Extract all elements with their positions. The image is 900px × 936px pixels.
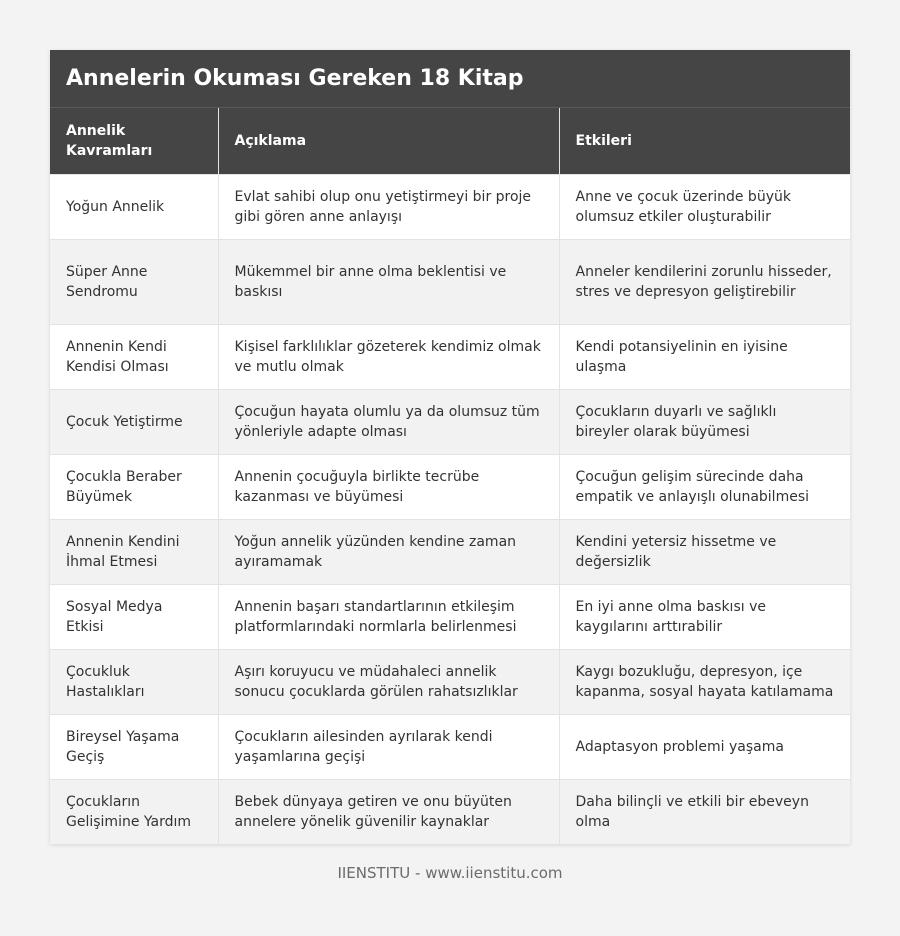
cell-concept: Süper Anne Sendromu xyxy=(50,239,218,324)
header-description: Açıklama xyxy=(218,108,559,174)
cell-effects: Çocukların duyarlı ve sağlıklı bireyler olarak büyümesi xyxy=(559,389,850,454)
cell-description: Yoğun annelik yüzünden kendine zaman ayıramamak xyxy=(218,519,559,584)
cell-description: Kişisel farklılıklar gözeterek kendimiz olmak ve mutlu olmak xyxy=(218,324,559,389)
cell-concept: Çocukların Gelişimine Yardım xyxy=(50,779,218,844)
cell-concept: Yoğun Annelik xyxy=(50,174,218,239)
cell-effects: Kendi potansiyelinin en iyisine ulaşma xyxy=(559,324,850,389)
cell-concept: Bireysel Yaşama Geçiş xyxy=(50,714,218,779)
cell-concept: Çocukluk Hastalıkları xyxy=(50,649,218,714)
cell-effects: Daha bilinçli ve etkili bir ebeveyn olma xyxy=(559,779,850,844)
table-row xyxy=(50,584,850,649)
header-row xyxy=(50,108,850,174)
cell-description: Çocuğun hayata olumlu ya da olumsuz tüm yönleriyle adapte olması xyxy=(218,389,559,454)
cell-description: Bebek dünyaya getiren ve onu büyüten annelere yönelik güvenilir kaynaklar xyxy=(218,779,559,844)
cell-description: Çocukların ailesinden ayrılarak kendi yaşamlarına geçişi xyxy=(218,714,559,779)
header-effects: Etkileri xyxy=(559,108,850,174)
cell-effects: Çocuğun gelişim sürecinde daha empatik ve anlayışlı olunabilmesi xyxy=(559,454,850,519)
cell-effects: Adaptasyon problemi yaşama xyxy=(559,714,850,779)
cell-description: Annenin çocuğuyla birlikte tecrübe kazanması ve büyümesi xyxy=(218,454,559,519)
table-row xyxy=(50,324,850,389)
cell-effects: En iyi anne olma baskısı ve kaygılarını arttırabilir xyxy=(559,584,850,649)
table-row xyxy=(50,649,850,714)
table-row xyxy=(50,519,850,584)
table-row xyxy=(50,174,850,239)
table-card xyxy=(50,50,850,844)
cell-description: Aşırı koruyucu ve müdahaleci annelik sonucu çocuklarda görülen rahatsızlıklar xyxy=(218,649,559,714)
table-row xyxy=(50,714,850,779)
cell-description: Annenin başarı standartlarının etkileşim platformlarındaki normlarla belirlenmesi xyxy=(218,584,559,649)
table-row xyxy=(50,389,850,454)
table-row xyxy=(50,454,850,519)
table-title: Annelerin Okuması Gereken 18 Kitap xyxy=(50,50,850,108)
cell-concept: Sosyal Medya Etkisi xyxy=(50,584,218,649)
cell-concept: Annenin Kendi Kendisi Olması xyxy=(50,324,218,389)
header-concept: Annelik Kavramları xyxy=(50,108,218,174)
cell-description: Mükemmel bir anne olma beklentisi ve baskısı xyxy=(218,239,559,324)
cell-effects: Kaygı bozukluğu, depresyon, içe kapanma, sosyal hayata katılamama xyxy=(559,649,850,714)
table-row xyxy=(50,239,850,324)
table-row xyxy=(50,779,850,844)
cell-effects: Kendini yetersiz hissetme ve değersizlik xyxy=(559,519,850,584)
cell-concept: Çocukla Beraber Büyümek xyxy=(50,454,218,519)
cell-concept: Annenin Kendini İhmal Etmesi xyxy=(50,519,218,584)
concepts-table xyxy=(50,108,850,844)
cell-effects: Anne ve çocuk üzerinde büyük olumsuz etkiler oluşturabilir xyxy=(559,174,850,239)
cell-description: Evlat sahibi olup onu yetiştirmeyi bir proje gibi gören anne anlayışı xyxy=(218,174,559,239)
cell-concept: Çocuk Yetiştirme xyxy=(50,389,218,454)
footer-credit: IIENSTITU - www.iienstitu.com xyxy=(337,864,563,882)
cell-effects: Anneler kendilerini zorunlu hisseder, stres ve depresyon geliştirebilir xyxy=(559,239,850,324)
